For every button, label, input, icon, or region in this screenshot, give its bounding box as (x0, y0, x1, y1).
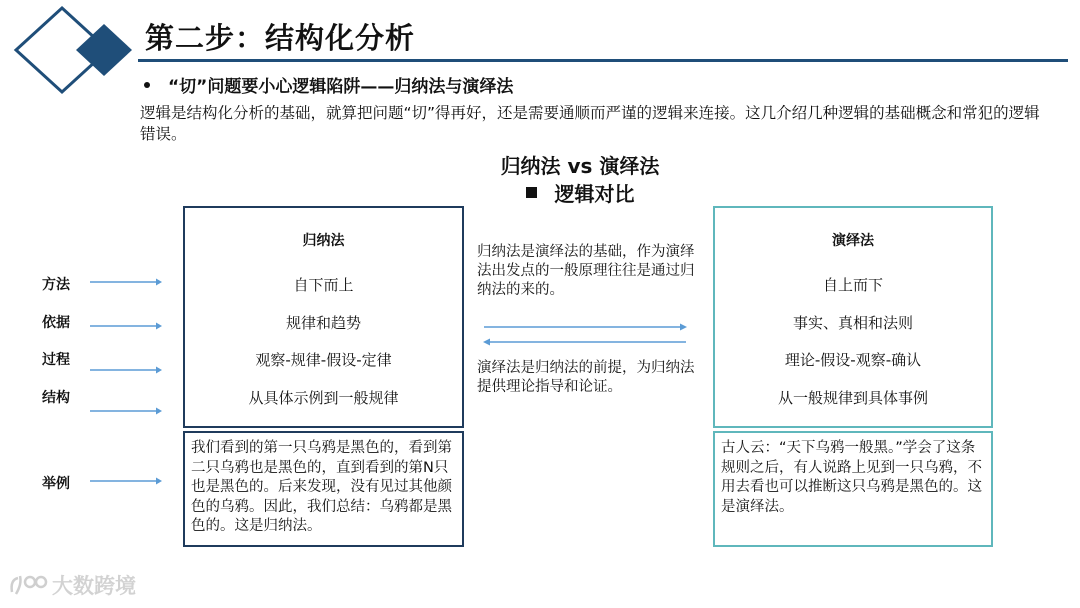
bidirectional-arrows-icon (480, 318, 690, 348)
induction-example-text: 我们看到的第一只乌鸦是黑色的，看到第二只乌鸦也是黑色的，直到看到的第N只也是黑色的。后来发现，没有见过其他颜色的乌鸦。因此，我们总结：乌鸦都是黑色的。这是归纳法。 (191, 440, 452, 534)
watermark-logo-icon (8, 572, 48, 598)
arrow-right-icon (90, 277, 162, 287)
watermark-text: 大数跨境 (52, 574, 136, 598)
deduction-structure: 从一般规律到具体事例 (777, 389, 928, 407)
comparison-title: 归纳法 vs 演绎法 (500, 154, 660, 178)
arrow-right-icon (90, 365, 162, 375)
deduction-example-box (713, 431, 993, 547)
induction-heading: 归纳法 (302, 233, 345, 249)
title-divider (138, 59, 1068, 62)
induction-example-box (183, 431, 464, 547)
deduction-process: 理论-假设-观察-确认 (784, 351, 922, 369)
row-label-method: 方法 (42, 277, 70, 293)
arrow-right-icon (90, 321, 162, 331)
deduction-basis: 事实、真相和法则 (792, 314, 913, 332)
arrow-right-icon (90, 476, 162, 486)
induction-basis: 规律和趋势 (285, 314, 361, 332)
comparison-subtitle-row (0, 178, 1080, 207)
induction-method: 自下而上 (293, 276, 354, 294)
row-label-structure: 结构 (42, 390, 70, 406)
logo-diamonds-icon (0, 0, 140, 100)
deduction-example-text: 古人云：“天下乌鸦一般黑。”学会了这条规则之后，有人说路上见到一只乌鸦，不用去看也可以推断这只乌鸦是黑色的。这是演绎法。 (721, 440, 982, 515)
induction-box (183, 206, 464, 428)
bullet-dot-icon (144, 82, 150, 88)
row-label-process: 过程 (42, 352, 70, 368)
induction-process: 观察-规律-假设-定律 (255, 351, 392, 369)
relation-bottom-text: 演绎法是归纳法的前提，为归纳法提供理论指导和论证。 (477, 360, 695, 395)
watermark (8, 570, 136, 600)
deduction-box (713, 206, 993, 428)
row-label-basis: 依据 (42, 315, 70, 331)
page-title: 第二步：结构化分析 (145, 21, 416, 55)
arrow-right-icon (90, 406, 162, 416)
intro-paragraph: 逻辑是结构化分析的基础，就算把问题“切”得再好，还是需要通顺而严谨的逻辑来连接。这几介绍几种逻辑的基础概念和常犯的逻辑错误。 (140, 104, 1040, 143)
relation-top-text: 归纳法是演绎法的基础，作为演绎法出发点的一般原理往往是通过归纳法的来的。 (477, 244, 695, 298)
induction-structure: 从具体示例到一般规律 (248, 389, 399, 407)
section-bullet-text: “切”问题要小心逻辑陷阱——归纳法与演绎法 (168, 77, 514, 97)
deduction-method: 自上而下 (822, 276, 883, 294)
deduction-heading: 演绎法 (832, 233, 874, 249)
square-bullet-icon (526, 187, 537, 198)
section-bullet (140, 72, 513, 97)
comparison-subtitle: 逻辑对比 (554, 182, 635, 206)
row-label-example: 举例 (42, 476, 70, 492)
